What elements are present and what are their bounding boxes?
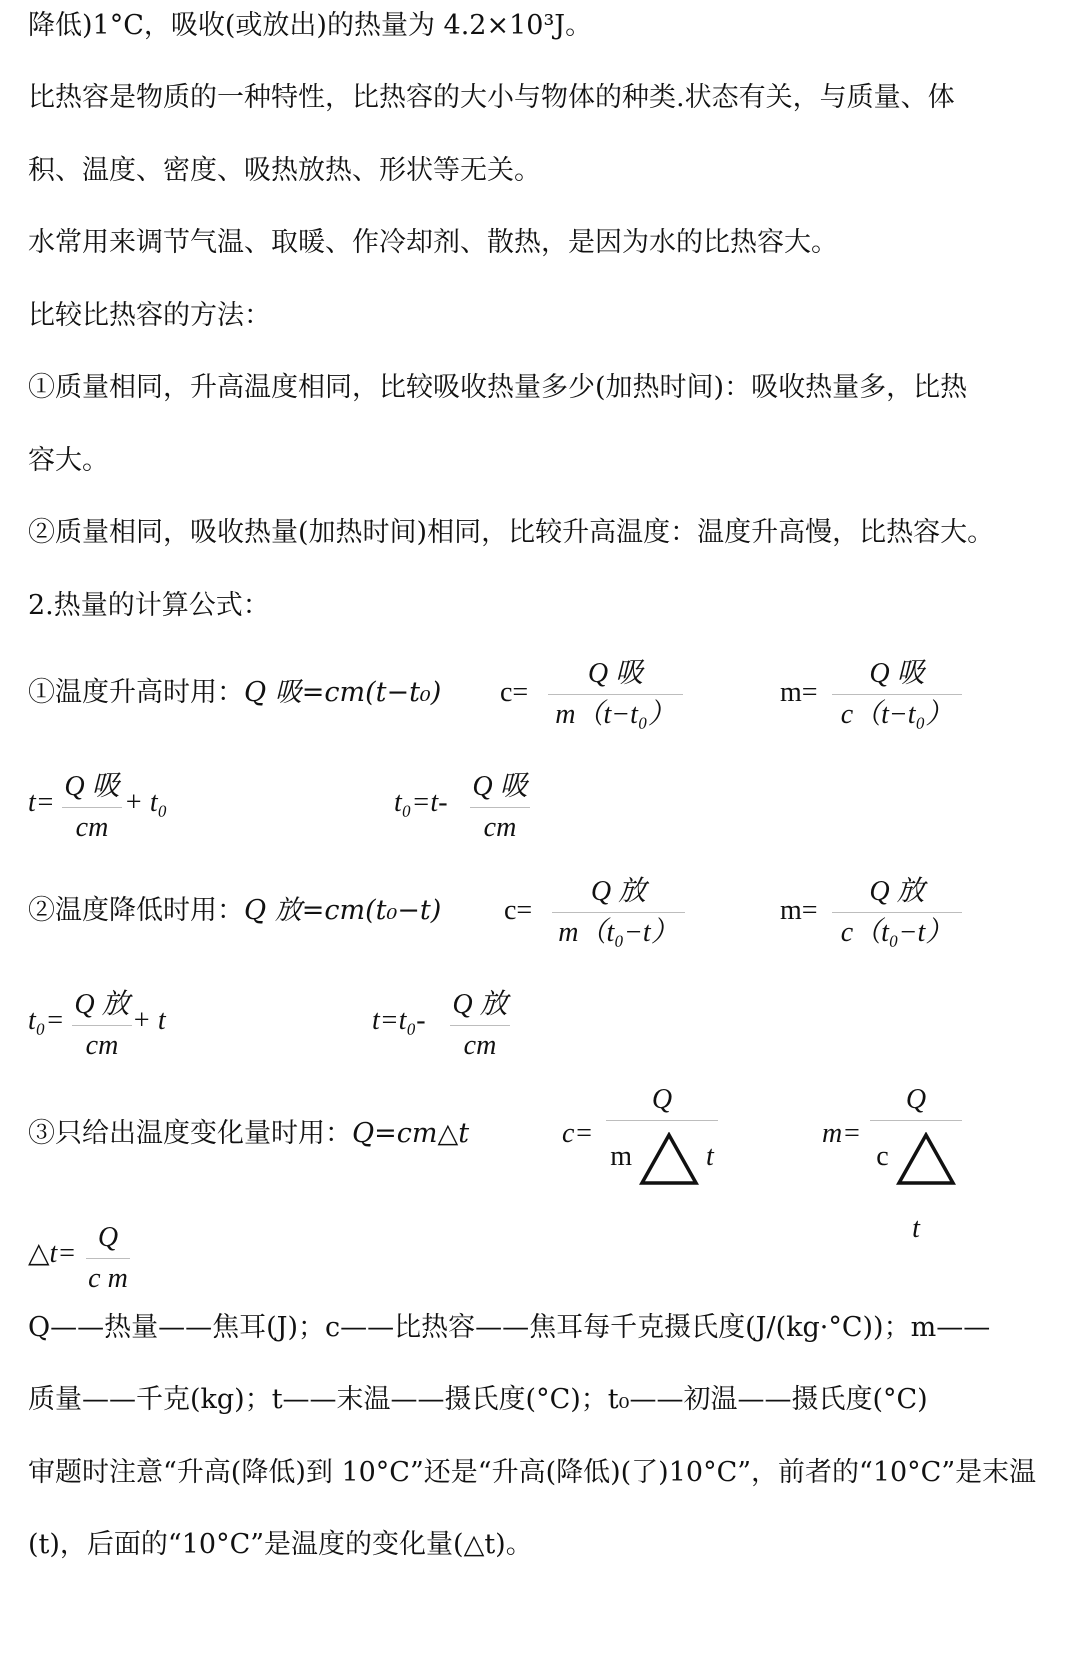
formula3-c-den-t: t (706, 1141, 714, 1172)
formula3-c-den-m: m (610, 1141, 632, 1172)
formula3-dt-denominator: c m (88, 1263, 128, 1294)
formula3-c-numerator: Q (606, 1080, 718, 1121)
formula2-c-denominator: m（t₀−t） (558, 917, 679, 948)
formula1-t0-fraction (470, 767, 530, 848)
delta-triangle-icon (639, 1132, 699, 1186)
text-line-3: 积、温度、密度、吸热放热、形状等无关。 (28, 155, 541, 186)
formula1-m-numerator: Q 吸 (832, 654, 962, 695)
note-line-2: (t)，后面的“10°C”是温度的变化量(△t)。 (28, 1529, 533, 1560)
formula3-m-numerator: Q (870, 1080, 962, 1121)
formula2-c-fraction (552, 872, 685, 953)
formula2-row (28, 891, 441, 931)
text-line-2: 比热容是物质的一种特性，比热容的大小与物体的种类.状态有关，与质量、体 (28, 82, 955, 113)
formula2-c-numerator: Q 放 (552, 872, 685, 913)
formula2-t0-fraction (72, 985, 132, 1066)
formula2-t0-denominator: cm (85, 1030, 119, 1061)
formula2-label: ②温度降低时用： (28, 895, 244, 926)
formula3-c-denominator (606, 1121, 718, 1193)
formula1-label: ①温度升高时用： (28, 677, 244, 708)
formula3-c-lhs: c= (562, 1118, 594, 1149)
formula1-equation: Q 吸=cm(t−t₀) (244, 677, 442, 708)
formula1-c-numerator: Q 吸 (548, 654, 683, 695)
formula1-c-fraction (548, 654, 683, 735)
formula2-m-numerator: Q 放 (832, 872, 962, 913)
formula2-t-lhs: t=t₀- (372, 1005, 426, 1036)
formula3-label: ③只给出温度变化量时用： (28, 1118, 352, 1149)
formula1-m-denominator: c（t−t₀） (840, 699, 954, 730)
formula1-row (28, 673, 441, 713)
formula1-t-fraction (62, 767, 122, 848)
formula3-m-lhs: m= (822, 1118, 862, 1149)
definition-line-2: 质量——千克(kg)；t——末温——摄氏度(°C)；t₀——初温——摄氏度(°C) (28, 1384, 928, 1415)
formula2-m-lhs: m= (780, 895, 818, 926)
formula2-t0-tail: + t (132, 1005, 166, 1036)
formula1-t-denominator: cm (75, 812, 109, 843)
formula2-t0-numerator: Q 放 (72, 985, 132, 1026)
formula1-t0-numerator: Q 吸 (470, 767, 530, 808)
formula1-c-lhs: c= (500, 677, 529, 708)
formula1-t0-denominator: cm (483, 812, 517, 843)
text-line-7: 容大。 (28, 445, 109, 476)
formula3-dt-numerator: Q (86, 1218, 130, 1259)
formula3-equation: Q=cm△t (352, 1118, 470, 1149)
text-line-6: ①质量相同，升高温度相同，比较吸收热量多少(加热时间)：吸收热量多，比热 (28, 372, 968, 403)
formula2-t-numerator: Q 放 (450, 985, 510, 1026)
text-line-4: 水常用来调节气温、取暖、作冷却剂、散热，是因为水的比热容大。 (28, 227, 838, 258)
formula3-c-fraction (606, 1080, 718, 1193)
formula3-dt-lhs: △t= (28, 1238, 77, 1269)
formula2-t-denominator: cm (463, 1030, 497, 1061)
formula1-t-tail: + t₀ (124, 787, 168, 818)
formula1-m-lhs: m= (780, 677, 818, 708)
formula1-m-fraction (832, 654, 962, 735)
note-line-1: 审题时注意“升高(降低)到 10°C”还是“升高(降低)(了)10°C”，前者的“10°C”是末温 (28, 1457, 1037, 1488)
formula2-m-fraction (832, 872, 962, 953)
delta-triangle-icon (896, 1132, 956, 1186)
formula3-dt-fraction (86, 1218, 130, 1299)
formula1-t-lhs: t= (28, 787, 55, 818)
formula3-m-denominator (870, 1121, 962, 1244)
formula1-t0-lhs: t₀=t- (394, 787, 448, 818)
definition-line-1: Q——热量——焦耳(J)；c——比热容——焦耳每千克摄氏度(J/(kg·°C))；m—— (28, 1312, 991, 1343)
formula3-m-den-c: c (876, 1141, 889, 1172)
formula3-row (28, 1114, 469, 1154)
formula2-equation: Q 放=cm(t₀−t) (244, 895, 442, 926)
formula1-c-denominator: m（t−t₀） (555, 699, 676, 730)
formula1-t-numerator: Q 吸 (62, 767, 122, 808)
text-line-1: 降低)1°C，吸收(或放出)的热量为 4.2×10³J。 (28, 10, 593, 41)
text-line-8: ②质量相同，吸收热量(加热时间)相同，比较升高温度：温度升高慢，比热容大。 (28, 517, 995, 548)
formula2-t-fraction (450, 985, 510, 1066)
formula3-m-den-t: t (912, 1213, 920, 1244)
formula3-m-fraction (870, 1080, 962, 1244)
text-line-5: 比较比热容的方法： (28, 300, 271, 331)
formula2-m-denominator: c（t₀−t） (840, 917, 954, 948)
formula2-t0-lhs: t₀= (28, 1005, 65, 1036)
section-heading-formulas: 2.热量的计算公式： (28, 590, 270, 621)
formula2-c-lhs: c= (504, 895, 533, 926)
